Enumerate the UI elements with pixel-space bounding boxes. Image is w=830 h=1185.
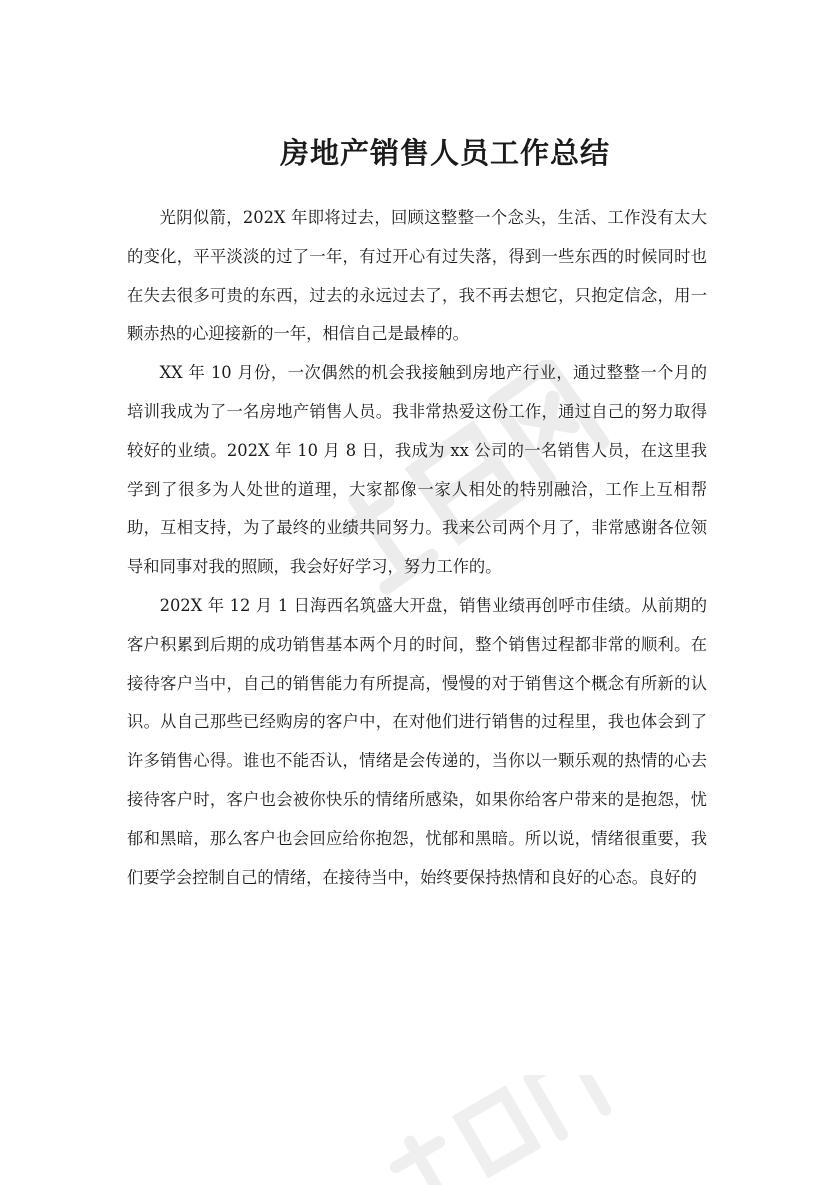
paragraph-1: 光阴似箭，202X 年即将过去，回顾这整整一个念头，生活、工作没有太大的变化，平平淡淡的过了一年，有过开心有过失落，得到一些东西的时候同时也在失去很多可贵的东西，过去的永远过去了，我不再去想它，只抱定信念，用一颗赤热的心迎接新的一年，相信自己是最棒的。 (127, 208, 707, 344)
document-title: 房地产销售人员工作总结 (279, 136, 610, 171)
paragraph-2: XX 年 10 月份，一次偶然的机会我接触到房地产行业，通过整整一个月的培训我成为了一名房地产销售人员。我非常热爱这份工作，通过自己的努力取得较好的业绩。202X 年 10 月 8 日，我成为 xx 公司的一名销售人员，在这里我学到了很多为人处世的道理，大家都像一家人相处的特别融洽，工作上互相帮助，互相支持，为了最终的业绩共同努力。我来公司两个月了，非常感谢各位领导和同事对我的照顾，我会好好学习，努力工作的。 (127, 363, 707, 577)
document-body (127, 199, 707, 897)
paragraph-3: 202X 年 12 月 1 日海西名筑盛大开盘，销售业绩再创呼市佳绩。从前期的客户积累到后期的成功销售基本两个月的时间，整个销售过程都非常的顺利。在接待客户当中，自己的销售能力有所提高，慢慢的对于销售这个概念有所新的认识。从自己那些已经购房的客户中，在对他们进行销售的过程里，我也体会到了许多销售心得。谁也不能否认，情绪是会传递的，当你以一颗乐观的热情的心去接待客户时，客户也会被你快乐的情绪所感染，如果你给客户带来的是抱怨，忧郁和黑暗，那么客户也会回应给你抱怨，忧郁和黑暗。所以说，情绪很重要，我们要学会控制自己的情绪，在接待当中，始终要保持热情和良好的心态。良好的 (127, 595, 707, 887)
watermark-bottom-icon (360, 1075, 620, 1185)
